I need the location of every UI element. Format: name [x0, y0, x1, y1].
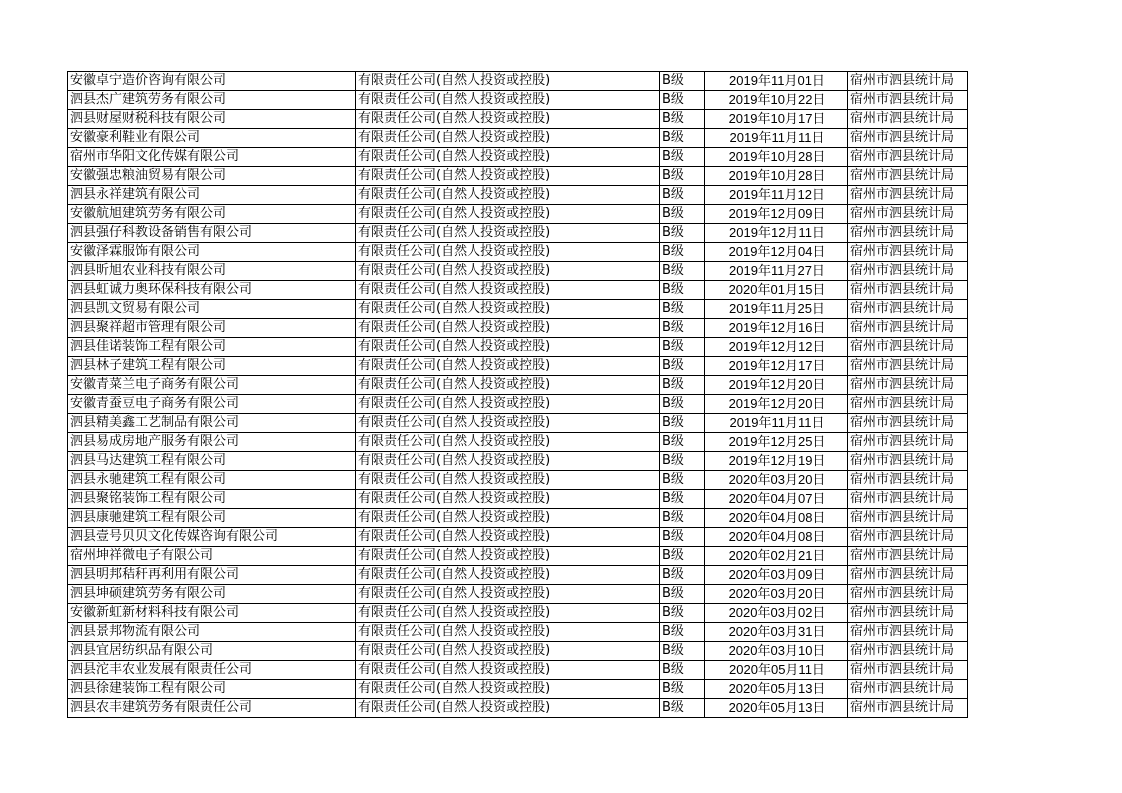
authority-cell: 宿州市泗县统计局 [848, 357, 968, 376]
company-name-cell: 安徽新虹新材料科技有限公司 [68, 604, 356, 623]
authority-cell: 宿州市泗县统计局 [848, 566, 968, 585]
table-row [68, 566, 968, 585]
credit-grade-cell: B级 [660, 205, 705, 224]
company-name-cell: 泗县壹号贝贝文化传媒咨询有限公司 [68, 528, 356, 547]
credit-grade-cell: B级 [660, 604, 705, 623]
date-cell: 2019年10月17日 [705, 110, 848, 129]
company-type-cell: 有限责任公司(自然人投资或控股) [356, 661, 660, 680]
table-row [68, 433, 968, 452]
date-cell: 2019年12月25日 [705, 433, 848, 452]
company-type-cell: 有限责任公司(自然人投资或控股) [356, 433, 660, 452]
credit-grade-cell: B级 [660, 167, 705, 186]
table-row [68, 91, 968, 110]
company-type-cell: 有限责任公司(自然人投资或控股) [356, 205, 660, 224]
authority-cell: 宿州市泗县统计局 [848, 205, 968, 224]
date-cell: 2019年12月17日 [705, 357, 848, 376]
company-name-cell: 泗县林子建筑工程有限公司 [68, 357, 356, 376]
authority-cell: 宿州市泗县统计局 [848, 509, 968, 528]
authority-cell: 宿州市泗县统计局 [848, 490, 968, 509]
table-row [68, 452, 968, 471]
table-row [68, 376, 968, 395]
credit-grade-cell: B级 [660, 129, 705, 148]
date-cell: 2020年03月31日 [705, 623, 848, 642]
company-name-cell: 泗县徐建装饰工程有限公司 [68, 680, 356, 699]
authority-cell: 宿州市泗县统计局 [848, 91, 968, 110]
table-row [68, 205, 968, 224]
table-row [68, 490, 968, 509]
company-name-cell: 安徽豪利鞋业有限公司 [68, 129, 356, 148]
company-name-cell: 泗县财屋财税科技有限公司 [68, 110, 356, 129]
date-cell: 2019年12月19日 [705, 452, 848, 471]
table-row [68, 623, 968, 642]
company-name-cell: 泗县宜居纺织品有限公司 [68, 642, 356, 661]
date-cell: 2020年04月08日 [705, 528, 848, 547]
company-name-cell: 泗县凯文贸易有限公司 [68, 300, 356, 319]
company-type-cell: 有限责任公司(自然人投资或控股) [356, 72, 660, 91]
spreadsheet-page [67, 71, 968, 718]
company-type-cell: 有限责任公司(自然人投资或控股) [356, 566, 660, 585]
company-name-cell: 泗县沱丰农业发展有限责任公司 [68, 661, 356, 680]
date-cell: 2020年04月07日 [705, 490, 848, 509]
date-cell: 2020年04月08日 [705, 509, 848, 528]
authority-cell: 宿州市泗县统计局 [848, 243, 968, 262]
date-cell: 2019年11月11日 [705, 129, 848, 148]
company-type-cell: 有限责任公司(自然人投资或控股) [356, 623, 660, 642]
company-name-cell: 安徽青蚕豆电子商务有限公司 [68, 395, 356, 414]
date-cell: 2020年03月10日 [705, 642, 848, 661]
company-type-cell: 有限责任公司(自然人投资或控股) [356, 91, 660, 110]
company-type-cell: 有限责任公司(自然人投资或控股) [356, 471, 660, 490]
authority-cell: 宿州市泗县统计局 [848, 680, 968, 699]
company-name-cell: 泗县马达建筑工程有限公司 [68, 452, 356, 471]
authority-cell: 宿州市泗县统计局 [848, 281, 968, 300]
table-row [68, 319, 968, 338]
company-name-cell: 泗县精美鑫工艺制品有限公司 [68, 414, 356, 433]
table-row [68, 338, 968, 357]
company-name-cell: 泗县康驰建筑工程有限公司 [68, 509, 356, 528]
company-name-cell: 泗县明邦秸秆再利用有限公司 [68, 566, 356, 585]
company-type-cell: 有限责任公司(自然人投资或控股) [356, 490, 660, 509]
credit-grade-cell: B级 [660, 528, 705, 547]
company-type-cell: 有限责任公司(自然人投资或控股) [356, 148, 660, 167]
table-row [68, 585, 968, 604]
date-cell: 2020年02月21日 [705, 547, 848, 566]
date-cell: 2019年12月04日 [705, 243, 848, 262]
table-row [68, 300, 968, 319]
credit-grade-cell: B级 [660, 661, 705, 680]
company-type-cell: 有限责任公司(自然人投资或控股) [356, 452, 660, 471]
company-type-cell: 有限责任公司(自然人投资或控股) [356, 186, 660, 205]
table-row [68, 661, 968, 680]
table-row [68, 129, 968, 148]
table-row [68, 186, 968, 205]
table-row [68, 471, 968, 490]
credit-grade-cell: B级 [660, 148, 705, 167]
company-name-cell: 泗县永驰建筑工程有限公司 [68, 471, 356, 490]
table-row [68, 357, 968, 376]
credit-grade-cell: B级 [660, 262, 705, 281]
company-name-cell: 泗县景邦物流有限公司 [68, 623, 356, 642]
authority-cell: 宿州市泗县统计局 [848, 642, 968, 661]
company-type-cell: 有限责任公司(自然人投资或控股) [356, 338, 660, 357]
authority-cell: 宿州市泗县统计局 [848, 167, 968, 186]
data-table [67, 71, 968, 718]
company-type-cell: 有限责任公司(自然人投资或控股) [356, 376, 660, 395]
authority-cell: 宿州市泗县统计局 [848, 224, 968, 243]
table-row [68, 642, 968, 661]
company-type-cell: 有限责任公司(自然人投资或控股) [356, 547, 660, 566]
credit-grade-cell: B级 [660, 338, 705, 357]
table-row [68, 262, 968, 281]
table-row [68, 509, 968, 528]
credit-grade-cell: B级 [660, 490, 705, 509]
company-name-cell: 泗县聚祥超市管理有限公司 [68, 319, 356, 338]
authority-cell: 宿州市泗县统计局 [848, 376, 968, 395]
company-type-cell: 有限责任公司(自然人投资或控股) [356, 528, 660, 547]
company-name-cell: 泗县佳诺装饰工程有限公司 [68, 338, 356, 357]
company-type-cell: 有限责任公司(自然人投资或控股) [356, 414, 660, 433]
date-cell: 2020年03月02日 [705, 604, 848, 623]
date-cell: 2020年05月13日 [705, 699, 848, 718]
credit-grade-cell: B级 [660, 357, 705, 376]
company-name-cell: 泗县虹诚力奥环保科技有限公司 [68, 281, 356, 300]
authority-cell: 宿州市泗县统计局 [848, 148, 968, 167]
company-type-cell: 有限责任公司(自然人投资或控股) [356, 243, 660, 262]
table-row [68, 604, 968, 623]
credit-grade-cell: B级 [660, 414, 705, 433]
credit-grade-cell: B级 [660, 281, 705, 300]
date-cell: 2020年03月09日 [705, 566, 848, 585]
company-type-cell: 有限责任公司(自然人投资或控股) [356, 642, 660, 661]
credit-grade-cell: B级 [660, 509, 705, 528]
authority-cell: 宿州市泗县统计局 [848, 395, 968, 414]
table-row [68, 680, 968, 699]
table-row [68, 395, 968, 414]
table-row [68, 72, 968, 91]
date-cell: 2020年01月15日 [705, 281, 848, 300]
authority-cell: 宿州市泗县统计局 [848, 72, 968, 91]
authority-cell: 宿州市泗县统计局 [848, 471, 968, 490]
company-name-cell: 安徽泽霖服饰有限公司 [68, 243, 356, 262]
table-body [68, 72, 968, 718]
company-name-cell: 安徽航旭建筑劳务有限公司 [68, 205, 356, 224]
date-cell: 2019年12月20日 [705, 395, 848, 414]
credit-grade-cell: B级 [660, 243, 705, 262]
company-type-cell: 有限责任公司(自然人投资或控股) [356, 224, 660, 243]
table-row [68, 167, 968, 186]
company-name-cell: 泗县易成房地产服务有限公司 [68, 433, 356, 452]
table-row [68, 110, 968, 129]
date-cell: 2019年11月11日 [705, 414, 848, 433]
company-name-cell: 泗县强仔科教设备销售有限公司 [68, 224, 356, 243]
company-name-cell: 安徽青菜兰电子商务有限公司 [68, 376, 356, 395]
credit-grade-cell: B级 [660, 642, 705, 661]
company-type-cell: 有限责任公司(自然人投资或控股) [356, 680, 660, 699]
authority-cell: 宿州市泗县统计局 [848, 110, 968, 129]
credit-grade-cell: B级 [660, 376, 705, 395]
company-name-cell: 泗县聚铭装饰工程有限公司 [68, 490, 356, 509]
authority-cell: 宿州市泗县统计局 [848, 262, 968, 281]
credit-grade-cell: B级 [660, 699, 705, 718]
credit-grade-cell: B级 [660, 110, 705, 129]
company-type-cell: 有限责任公司(自然人投资或控股) [356, 509, 660, 528]
date-cell: 2020年05月13日 [705, 680, 848, 699]
credit-grade-cell: B级 [660, 566, 705, 585]
date-cell: 2020年03月20日 [705, 471, 848, 490]
table-row [68, 699, 968, 718]
authority-cell: 宿州市泗县统计局 [848, 433, 968, 452]
authority-cell: 宿州市泗县统计局 [848, 452, 968, 471]
table-row [68, 547, 968, 566]
credit-grade-cell: B级 [660, 319, 705, 338]
authority-cell: 宿州市泗县统计局 [848, 129, 968, 148]
date-cell: 2019年10月22日 [705, 91, 848, 110]
company-type-cell: 有限责任公司(自然人投资或控股) [356, 110, 660, 129]
date-cell: 2019年11月25日 [705, 300, 848, 319]
date-cell: 2019年12月20日 [705, 376, 848, 395]
credit-grade-cell: B级 [660, 433, 705, 452]
company-name-cell: 泗县坤硕建筑劳务有限公司 [68, 585, 356, 604]
table-row [68, 528, 968, 547]
credit-grade-cell: B级 [660, 91, 705, 110]
date-cell: 2019年11月27日 [705, 262, 848, 281]
authority-cell: 宿州市泗县统计局 [848, 585, 968, 604]
date-cell: 2019年12月11日 [705, 224, 848, 243]
company-name-cell: 泗县杰广建筑劳务有限公司 [68, 91, 356, 110]
authority-cell: 宿州市泗县统计局 [848, 699, 968, 718]
company-type-cell: 有限责任公司(自然人投资或控股) [356, 395, 660, 414]
company-type-cell: 有限责任公司(自然人投资或控股) [356, 167, 660, 186]
date-cell: 2019年11月12日 [705, 186, 848, 205]
company-type-cell: 有限责任公司(自然人投资或控股) [356, 281, 660, 300]
credit-grade-cell: B级 [660, 300, 705, 319]
credit-grade-cell: B级 [660, 471, 705, 490]
date-cell: 2020年03月20日 [705, 585, 848, 604]
credit-grade-cell: B级 [660, 72, 705, 91]
table-row [68, 243, 968, 262]
company-type-cell: 有限责任公司(自然人投资或控股) [356, 300, 660, 319]
company-name-cell: 宿州坤祥微电子有限公司 [68, 547, 356, 566]
date-cell: 2020年05月11日 [705, 661, 848, 680]
credit-grade-cell: B级 [660, 452, 705, 471]
date-cell: 2019年12月16日 [705, 319, 848, 338]
date-cell: 2019年10月28日 [705, 167, 848, 186]
authority-cell: 宿州市泗县统计局 [848, 528, 968, 547]
authority-cell: 宿州市泗县统计局 [848, 547, 968, 566]
table-row [68, 148, 968, 167]
table-row [68, 281, 968, 300]
company-type-cell: 有限责任公司(自然人投资或控股) [356, 604, 660, 623]
company-type-cell: 有限责任公司(自然人投资或控股) [356, 585, 660, 604]
credit-grade-cell: B级 [660, 547, 705, 566]
company-type-cell: 有限责任公司(自然人投资或控股) [356, 357, 660, 376]
authority-cell: 宿州市泗县统计局 [848, 661, 968, 680]
authority-cell: 宿州市泗县统计局 [848, 300, 968, 319]
credit-grade-cell: B级 [660, 680, 705, 699]
credit-grade-cell: B级 [660, 224, 705, 243]
company-type-cell: 有限责任公司(自然人投资或控股) [356, 319, 660, 338]
date-cell: 2019年11月01日 [705, 72, 848, 91]
credit-grade-cell: B级 [660, 585, 705, 604]
date-cell: 2019年12月12日 [705, 338, 848, 357]
company-name-cell: 安徽强忠粮油贸易有限公司 [68, 167, 356, 186]
credit-grade-cell: B级 [660, 186, 705, 205]
authority-cell: 宿州市泗县统计局 [848, 338, 968, 357]
company-type-cell: 有限责任公司(自然人投资或控股) [356, 262, 660, 281]
company-name-cell: 泗县农丰建筑劳务有限责任公司 [68, 699, 356, 718]
authority-cell: 宿州市泗县统计局 [848, 186, 968, 205]
authority-cell: 宿州市泗县统计局 [848, 319, 968, 338]
credit-grade-cell: B级 [660, 623, 705, 642]
authority-cell: 宿州市泗县统计局 [848, 414, 968, 433]
date-cell: 2019年12月09日 [705, 205, 848, 224]
company-type-cell: 有限责任公司(自然人投资或控股) [356, 129, 660, 148]
company-name-cell: 泗县昕旭农业科技有限公司 [68, 262, 356, 281]
credit-grade-cell: B级 [660, 395, 705, 414]
company-type-cell: 有限责任公司(自然人投资或控股) [356, 699, 660, 718]
table-row [68, 414, 968, 433]
company-name-cell: 宿州市华阳文化传媒有限公司 [68, 148, 356, 167]
company-name-cell: 泗县永祥建筑有限公司 [68, 186, 356, 205]
authority-cell: 宿州市泗县统计局 [848, 604, 968, 623]
company-name-cell: 安徽卓宁造价咨询有限公司 [68, 72, 356, 91]
table-row [68, 224, 968, 243]
authority-cell: 宿州市泗县统计局 [848, 623, 968, 642]
date-cell: 2019年10月28日 [705, 148, 848, 167]
